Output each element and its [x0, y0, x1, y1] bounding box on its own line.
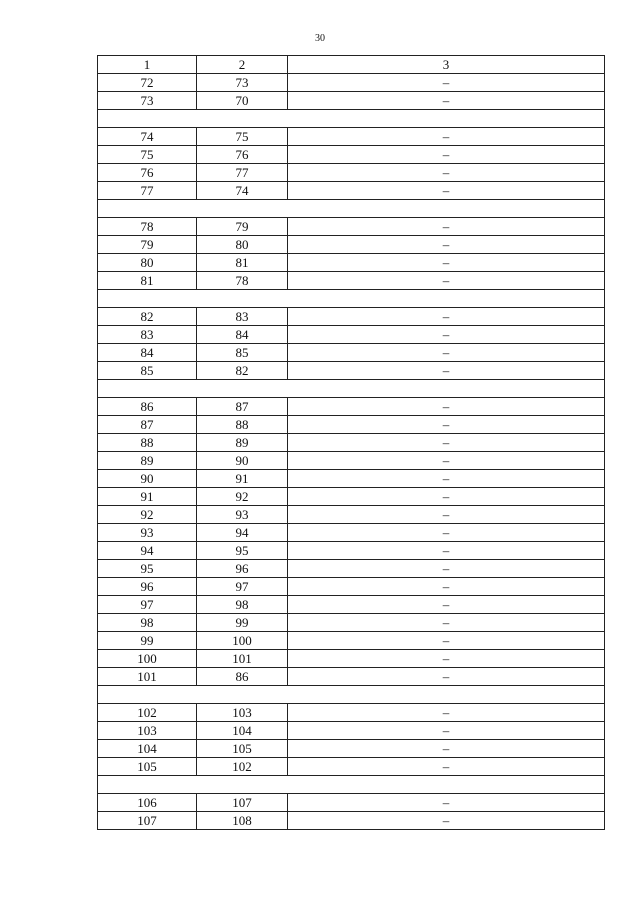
table-cell: 70: [197, 92, 288, 110]
table-cell: 77: [197, 164, 288, 182]
table-row: [98, 668, 605, 686]
table-cell: 81: [197, 254, 288, 272]
table-cell: 74: [98, 128, 197, 146]
table-cell: 93: [197, 506, 288, 524]
table-row: [98, 758, 605, 776]
column-header: 2: [197, 56, 288, 74]
table-cell: 98: [197, 596, 288, 614]
data-table: [97, 55, 605, 830]
table-cell: 90: [197, 452, 288, 470]
table-row: [98, 614, 605, 632]
table-cell: 92: [98, 506, 197, 524]
table-row: [98, 128, 605, 146]
table-cell: –: [288, 506, 605, 524]
table-cell: –: [288, 524, 605, 542]
table-cell: 80: [197, 236, 288, 254]
table-cell: 96: [98, 578, 197, 596]
table-cell: 83: [98, 326, 197, 344]
table-cell: 97: [98, 596, 197, 614]
table-cell: 102: [197, 758, 288, 776]
table-cell: 105: [197, 740, 288, 758]
table-row: [98, 632, 605, 650]
group-separator-row: [98, 110, 605, 128]
table-row: [98, 506, 605, 524]
table-cell: 106: [98, 794, 197, 812]
table-cell: 103: [197, 704, 288, 722]
table-cell: –: [288, 632, 605, 650]
table-cell: –: [288, 146, 605, 164]
table-cell: 94: [197, 524, 288, 542]
table-row: [98, 398, 605, 416]
group-separator-row: [98, 380, 605, 398]
group-separator-row: [98, 686, 605, 704]
table-cell: 100: [98, 650, 197, 668]
table-cell: 72: [98, 74, 197, 92]
table-cell: 99: [98, 632, 197, 650]
table-cell: 79: [98, 236, 197, 254]
table-cell: 81: [98, 272, 197, 290]
table-cell: –: [288, 650, 605, 668]
table-row: [98, 578, 605, 596]
table-cell: 91: [197, 470, 288, 488]
group-separator-cell: [98, 686, 605, 704]
table-row: [98, 542, 605, 560]
table-cell: –: [288, 452, 605, 470]
table-cell: 105: [98, 758, 197, 776]
group-separator-cell: [98, 110, 605, 128]
table-cell: 78: [197, 272, 288, 290]
table-row: [98, 704, 605, 722]
table-cell: –: [288, 344, 605, 362]
table-cell: 94: [98, 542, 197, 560]
table-cell: 76: [98, 164, 197, 182]
table-cell: –: [288, 812, 605, 830]
table-cell: –: [288, 254, 605, 272]
table-cell: 91: [98, 488, 197, 506]
table-row: [98, 272, 605, 290]
table-cell: 87: [98, 416, 197, 434]
table-row: [98, 722, 605, 740]
table-cell: 101: [98, 668, 197, 686]
table-row: [98, 308, 605, 326]
table-cell: 88: [197, 416, 288, 434]
group-separator-cell: [98, 380, 605, 398]
table-cell: 108: [197, 812, 288, 830]
table-cell: 74: [197, 182, 288, 200]
table-cell: 73: [197, 74, 288, 92]
table-row: [98, 488, 605, 506]
table-row: [98, 596, 605, 614]
table-row: [98, 740, 605, 758]
table-cell: 89: [98, 452, 197, 470]
table-cell: –: [288, 434, 605, 452]
table-cell: –: [288, 236, 605, 254]
table-cell: 104: [98, 740, 197, 758]
table-cell: 97: [197, 578, 288, 596]
table-row: [98, 560, 605, 578]
table-cell: –: [288, 794, 605, 812]
table-cell: 73: [98, 92, 197, 110]
table-cell: 99: [197, 614, 288, 632]
table-cell: 89: [197, 434, 288, 452]
table-cell: –: [288, 740, 605, 758]
table-cell: 104: [197, 722, 288, 740]
table-cell: 101: [197, 650, 288, 668]
table-row: [98, 524, 605, 542]
group-separator-row: [98, 776, 605, 794]
table-cell: 78: [98, 218, 197, 236]
column-header: 3: [288, 56, 605, 74]
table-cell: 98: [98, 614, 197, 632]
group-separator-row: [98, 290, 605, 308]
table-body: [98, 74, 605, 830]
table-cell: –: [288, 74, 605, 92]
table-cell: –: [288, 128, 605, 146]
table-row: [98, 812, 605, 830]
table-row: [98, 794, 605, 812]
table-cell: 75: [197, 128, 288, 146]
table-cell: 103: [98, 722, 197, 740]
table-cell: 85: [98, 362, 197, 380]
table-cell: –: [288, 614, 605, 632]
table-cell: –: [288, 92, 605, 110]
table-row: [98, 182, 605, 200]
group-separator-row: [98, 200, 605, 218]
table-row: [98, 416, 605, 434]
table-cell: 82: [98, 308, 197, 326]
table-row: [98, 74, 605, 92]
table-cell: 79: [197, 218, 288, 236]
table-cell: 75: [98, 146, 197, 164]
table-row: [98, 326, 605, 344]
table-cell: 80: [98, 254, 197, 272]
table-header-row: [98, 56, 605, 74]
table-cell: –: [288, 470, 605, 488]
table-cell: –: [288, 542, 605, 560]
group-separator-cell: [98, 200, 605, 218]
table-row: [98, 452, 605, 470]
table-cell: –: [288, 596, 605, 614]
table-cell: 100: [197, 632, 288, 650]
table-row: [98, 362, 605, 380]
table-cell: 96: [197, 560, 288, 578]
table-cell: –: [288, 560, 605, 578]
table-cell: –: [288, 326, 605, 344]
table-cell: 76: [197, 146, 288, 164]
group-separator-cell: [98, 290, 605, 308]
table-cell: 95: [197, 542, 288, 560]
table-cell: 82: [197, 362, 288, 380]
table-cell: 95: [98, 560, 197, 578]
table-cell: –: [288, 308, 605, 326]
table-row: [98, 254, 605, 272]
table-cell: –: [288, 218, 605, 236]
table-cell: –: [288, 362, 605, 380]
table-cell: 84: [197, 326, 288, 344]
table-cell: 84: [98, 344, 197, 362]
table-cell: –: [288, 722, 605, 740]
table-cell: 83: [197, 308, 288, 326]
table-row: [98, 434, 605, 452]
table-cell: –: [288, 578, 605, 596]
table-row: [98, 218, 605, 236]
table-cell: –: [288, 398, 605, 416]
table-cell: 107: [197, 794, 288, 812]
table-row: [98, 92, 605, 110]
table-cell: 77: [98, 182, 197, 200]
table-row: [98, 164, 605, 182]
table-row: [98, 650, 605, 668]
table-cell: –: [288, 704, 605, 722]
table-cell: 88: [98, 434, 197, 452]
table-cell: 93: [98, 524, 197, 542]
table-cell: 90: [98, 470, 197, 488]
table-cell: –: [288, 758, 605, 776]
table-cell: –: [288, 416, 605, 434]
table-cell: 86: [98, 398, 197, 416]
table-cell: 86: [197, 668, 288, 686]
table-row: [98, 344, 605, 362]
column-header: 1: [98, 56, 197, 74]
table-cell: 107: [98, 812, 197, 830]
table-cell: 85: [197, 344, 288, 362]
table-cell: –: [288, 488, 605, 506]
table-cell: 87: [197, 398, 288, 416]
table-row: [98, 470, 605, 488]
table-cell: 92: [197, 488, 288, 506]
table-row: [98, 146, 605, 164]
page-number: 30: [315, 33, 325, 44]
group-separator-cell: [98, 776, 605, 794]
table-cell: –: [288, 272, 605, 290]
table-cell: –: [288, 668, 605, 686]
table-cell: 102: [98, 704, 197, 722]
table-cell: –: [288, 182, 605, 200]
table-cell: –: [288, 164, 605, 182]
table-row: [98, 236, 605, 254]
